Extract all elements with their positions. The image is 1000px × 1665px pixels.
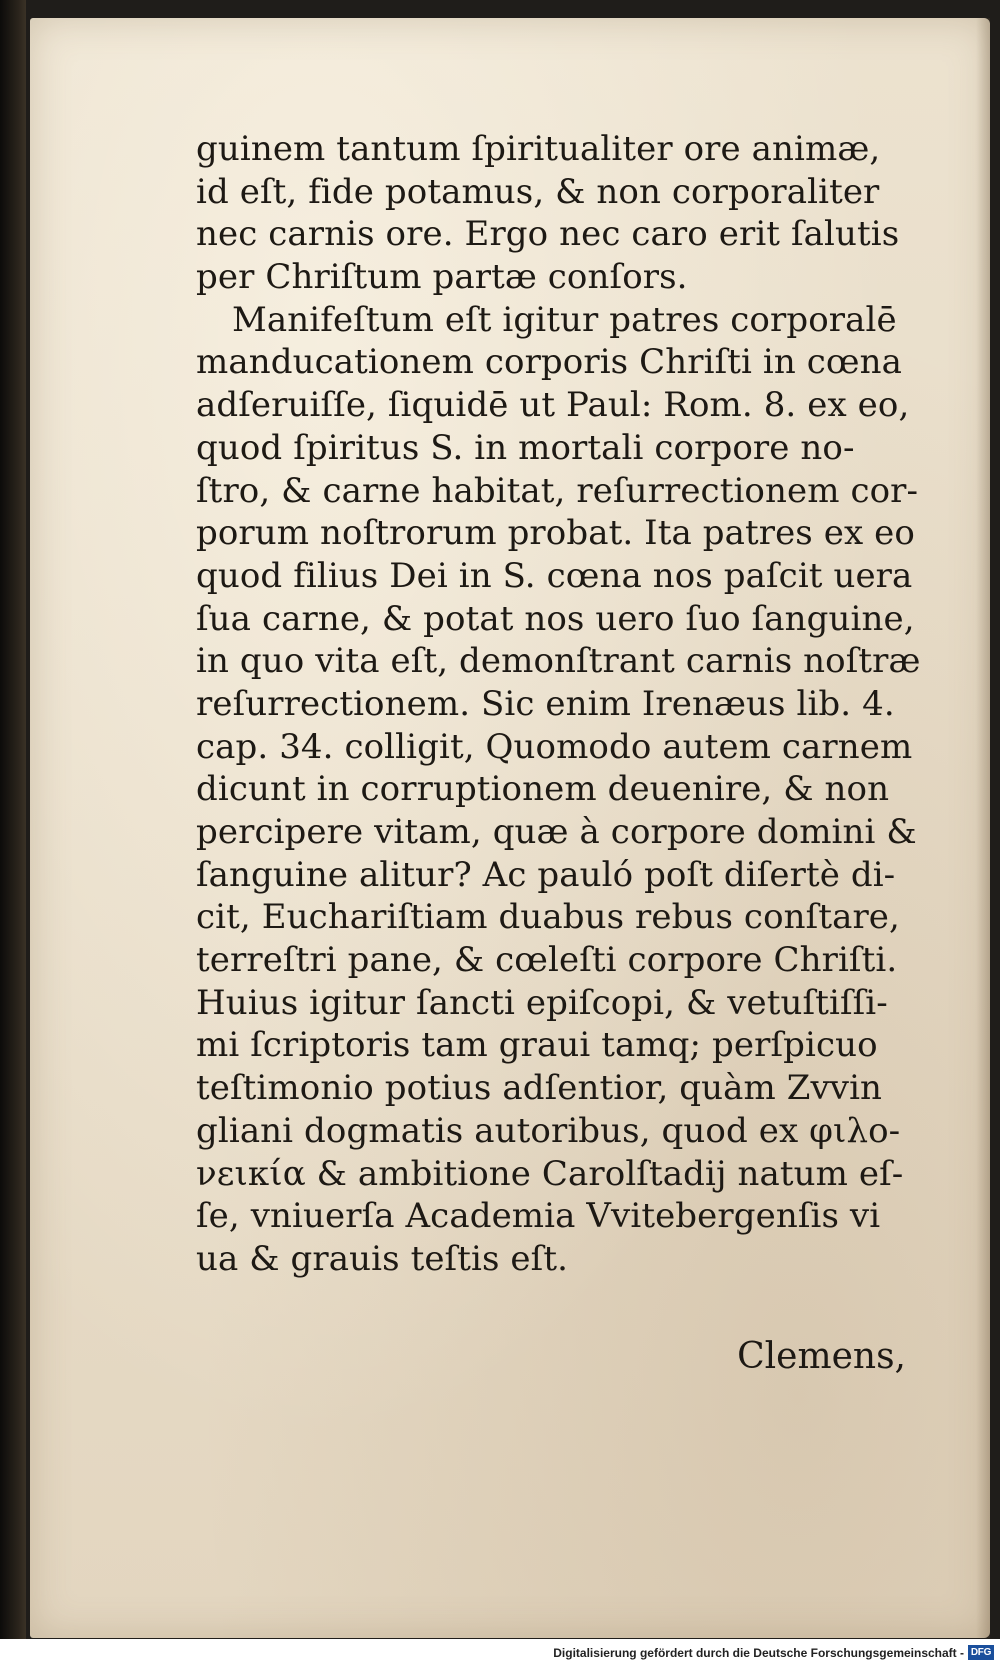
- text-line: in quo vita eſt, demonſtrant carnis noſtræ: [196, 641, 921, 682]
- text-line: ſe, vniuerſa Academia Vvitebergenſis vi: [196, 1196, 881, 1237]
- body-text: [196, 128, 944, 1281]
- text-line: id eſt, fide potamus, & non corporaliter: [196, 171, 880, 212]
- text-line: dicunt in corruptionem deuenire, & non: [196, 769, 890, 810]
- text-line: manducationem corporis Chriſti in cœna: [196, 342, 903, 383]
- text-line: ſtro, & carne habitat, reſurrectionem cor-: [196, 470, 919, 511]
- funding-credit: Digitalisierung gefördert durch die Deutsche Forschungsgemeinschaft -: [553, 1646, 964, 1660]
- text-line: teſtimonio potius adſentior, quàm Zvvin: [196, 1068, 883, 1109]
- text-line: adſeruiſſe, ſiquidē ut Paul: Rom. 8. ex eo,: [196, 385, 910, 426]
- text-line: reſurrectionem. Sic enim Irenæus lib. 4.: [196, 683, 895, 724]
- text-line: percipere vitam, quæ à corpore domini &: [196, 812, 917, 852]
- text-line: ua & grauis teſtis eſt.: [196, 1238, 568, 1279]
- text-line: nec carnis ore. Ergo nec caro erit ſalutis: [196, 214, 900, 255]
- text-line: porum noſtrorum probat. Ita patres ex eo: [196, 513, 915, 554]
- text-line: mi ſcriptoris tam graui tamq; perſpicuo: [196, 1025, 878, 1066]
- paragraph-start-line: Manifeſtum eſt igitur patres corporalē: [232, 299, 897, 340]
- text-line: Huius igitur ſancti epiſcopi, & vetuſtiſſi-: [196, 982, 888, 1023]
- digitization-footer: [0, 1639, 1000, 1665]
- text-line: quod ſpiritus S. in mortali corpore no-: [196, 427, 855, 468]
- text-line: ſua carne, & potat nos uero ſuo ſanguine,: [196, 598, 915, 639]
- text-line: ſanguine alitur? Ac pauló poſt diſertè di-: [196, 854, 896, 895]
- text-line: cit, Euchariſtiam duabus rebus conſtare,: [196, 897, 900, 938]
- text-line: guinem tantum ſpiritualiter ore animæ,: [196, 129, 881, 169]
- text-line: gliani dogmatis autoribus, quod ex φιλο-: [196, 1110, 901, 1151]
- text-line: cap. 34. colligit, Quomodo autem carnem: [196, 726, 913, 767]
- book-page: [30, 18, 990, 1638]
- dfg-logo: DFG: [968, 1645, 994, 1660]
- text-line: quod filius Dei in S. cœna nos paſcit uera: [196, 555, 913, 596]
- catchword: Clemens,: [737, 1336, 906, 1377]
- text-line: terreſtri pane, & cœleſti corpore Chriſti.: [196, 940, 898, 981]
- text-line: νεικία & ambitione Carolſtadij natum eſ-: [196, 1153, 904, 1194]
- text-line: per Chriſtum partæ conſors.: [196, 257, 688, 298]
